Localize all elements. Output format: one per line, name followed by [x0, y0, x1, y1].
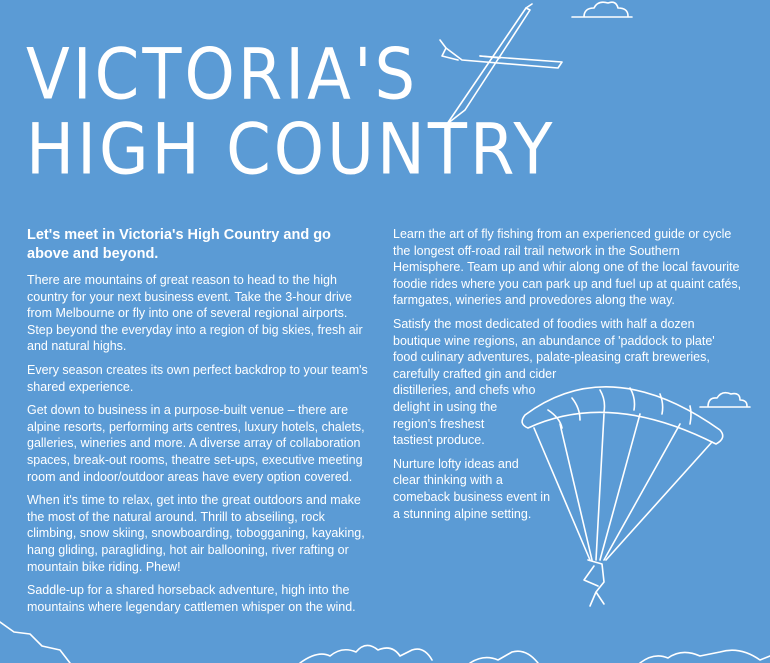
body-paragraph: When it's time to relax, get into the great outdoors and make the most of the natural around. Thrill to abseiling, rock climbing, snow skiing, snowboarding, tobogganing, kayaking, hang gliding, paragliding, hot air ballooning, river rafting or mountain bike riding. Phew! [27, 493, 365, 574]
body-paragraph: There are mountains of great reason to head to the high country for your next business event. Take the 3-hour drive from Melbourne or fly into one of several regional airports. Step beyond the everyday into a region of big skies, fresh air and natural highs. [27, 273, 363, 354]
text-line: delight in using the [393, 399, 498, 414]
text-line: tastiest produce. [393, 433, 485, 448]
lead-paragraph: Let's meet in Victoria's High Country and go above and beyond. [27, 227, 331, 262]
mountain-icon [0, 622, 770, 663]
text-line: Nurture lofty ideas and [393, 456, 519, 471]
body-paragraph-closing [393, 456, 743, 522]
right-column [393, 226, 743, 529]
cloud-icon [572, 2, 632, 17]
text-line: comeback business event in [393, 489, 551, 504]
text-line: distilleries, and chefs who [393, 383, 536, 398]
title-line-2: HIGH COUNTRY [26, 109, 556, 191]
text-line: clear thinking with a [393, 473, 503, 488]
body-paragraph-foodies [393, 316, 743, 449]
text-line: food culinary adventures, palate-pleasing craft breweries, [393, 350, 710, 365]
title-line-1: VICTORIA'S [26, 34, 419, 117]
left-column [27, 226, 372, 622]
text-line: Satisfy the most dedicated of foodies with half a dozen [393, 316, 695, 331]
text-line: boutique wine regions, an abundance of 'paddock to plate' [393, 333, 715, 348]
page-title [26, 34, 556, 191]
text-line: a stunning alpine setting. [393, 506, 532, 521]
body-paragraph: Learn the art of fly fishing from an experienced guide or cycle the longest off-road rail trail network in the Southern Hemisphere. Team up and whir along one of the local favourite foodie rides where you can park up and fuel up at quaint cafés, farmgates, wineries and provedores along the way. [393, 227, 742, 308]
body-paragraph: Get down to business in a purpose-built venue – there are alpine resorts, performing arts centres, luxury hotels, chalets, galleries, wineries and more. A diverse array of collaboration spaces, break-out rooms, theatre set-ups, executive meeting room and indoor/outdoor areas have every option covered. [27, 403, 365, 484]
text-line: region's freshest [393, 416, 485, 431]
body-paragraph: Saddle-up for a shared horseback adventure, high into the mountains where legendary cattlemen whisper on the wind. [27, 583, 356, 614]
body-paragraph: Every season creates its own perfect backdrop to your team's shared experience. [27, 362, 368, 394]
text-line: carefully crafted gin and cider [393, 366, 557, 381]
